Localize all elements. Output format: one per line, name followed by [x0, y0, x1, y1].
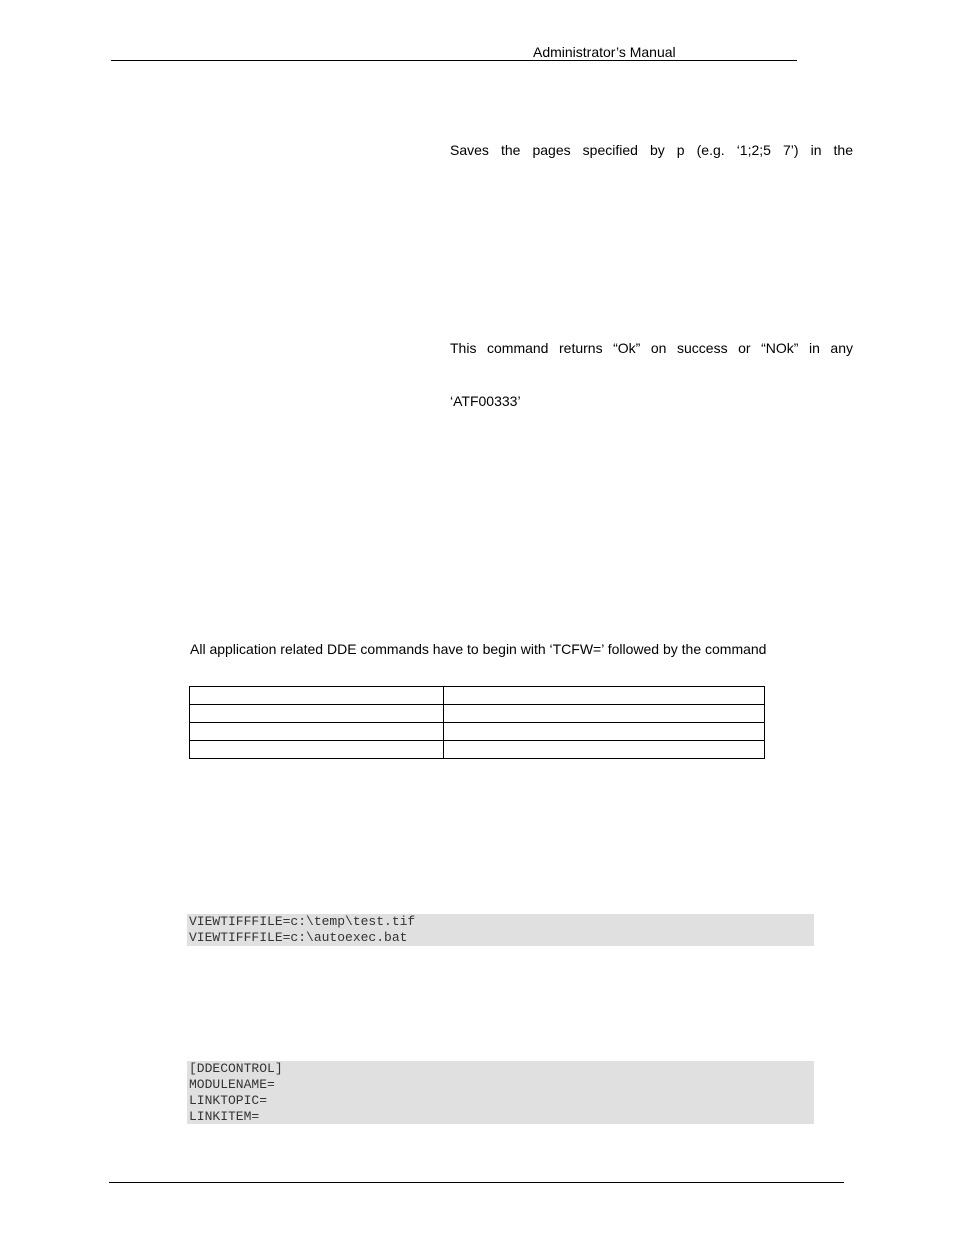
header-rule — [111, 60, 797, 61]
code-line: [DDECONTROL] — [189, 1061, 283, 1076]
code-line: LINKTOPIC= — [189, 1093, 268, 1108]
table-cell — [444, 723, 765, 741]
table-row — [190, 705, 765, 723]
table-row — [190, 723, 765, 741]
table-cell — [444, 705, 765, 723]
code-line: VIEWTIFFFILE=c:\temp\test.tif — [189, 914, 416, 929]
example-id-paragraph: ‘ATF00333’ — [450, 393, 521, 409]
dde-intro-paragraph: All application related DDE commands have to begin with ‘TCFW=’ followed by the command — [190, 641, 767, 657]
table-cell — [190, 723, 444, 741]
returns-paragraph: This command returns “Ok” on success or “NOk” in any — [450, 340, 853, 356]
code-line: MODULENAME= — [189, 1077, 275, 1092]
saves-paragraph: Saves the pages specified by p (e.g. ‘1;2;5 7’) in the — [450, 142, 853, 158]
code-line: LINKITEM= — [189, 1109, 260, 1124]
footer-rule — [109, 1182, 844, 1183]
table-row — [190, 741, 765, 759]
dde-command-table — [189, 686, 765, 759]
code-block-viewtiff — [187, 914, 814, 946]
table-cell — [444, 741, 765, 759]
table-cell — [444, 687, 765, 705]
code-block-ddecontrol — [187, 1061, 814, 1124]
table-row — [190, 687, 765, 705]
table-cell — [190, 687, 444, 705]
header-title: Administrator’s Manual — [533, 44, 676, 60]
table-cell — [190, 741, 444, 759]
code-line: VIEWTIFFFILE=c:\autoexec.bat — [189, 930, 408, 945]
table-cell — [190, 705, 444, 723]
